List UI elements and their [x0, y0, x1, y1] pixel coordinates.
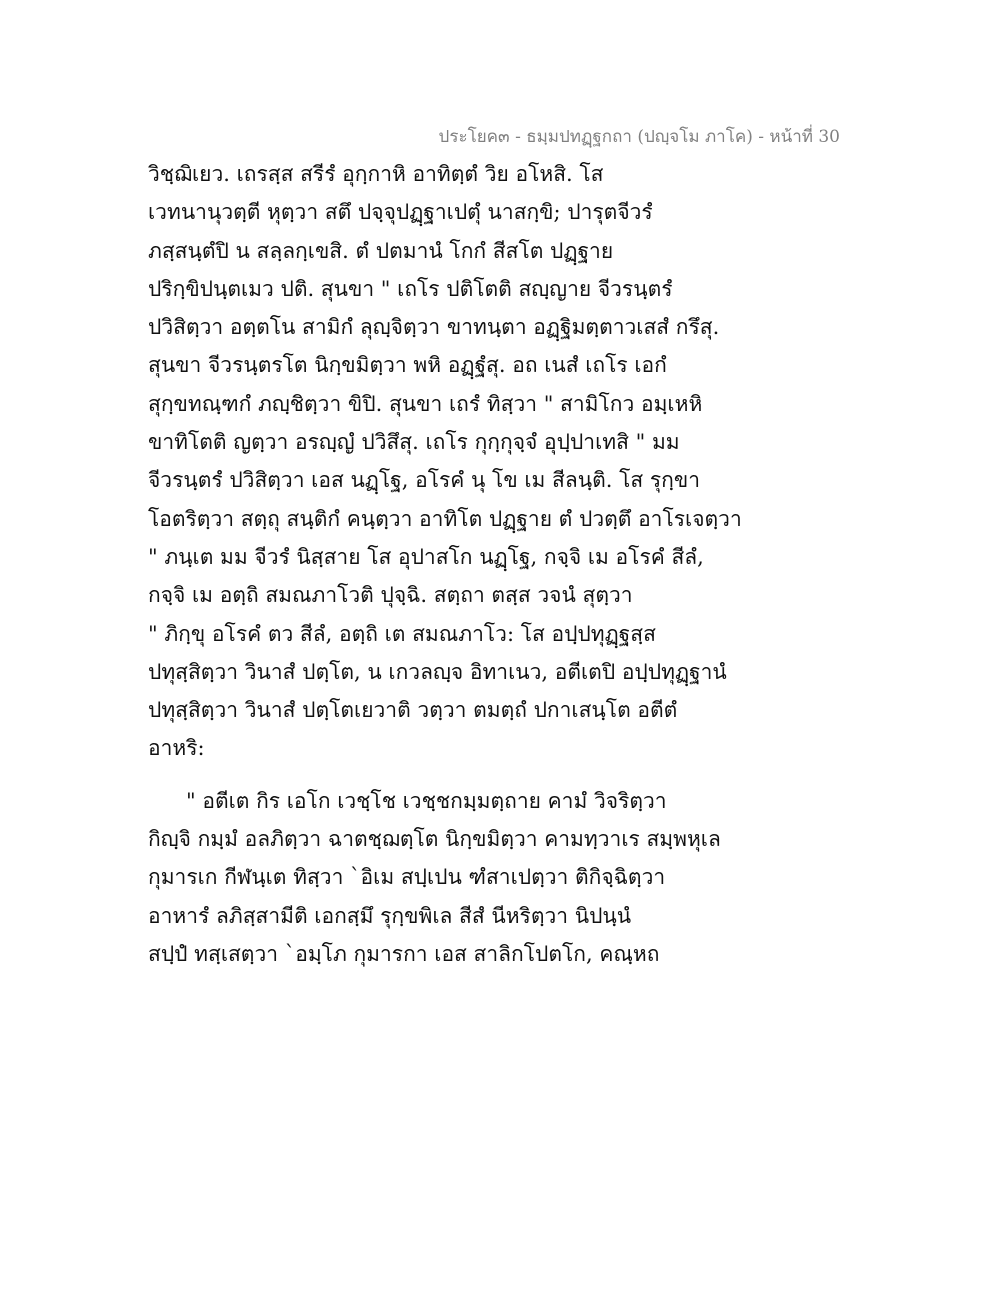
paragraph-2	[148, 782, 848, 973]
text-line: ปทุสฺสิตฺวา วินาสํ ปตฺโต, น เกวลญฺจ อิทาเนว, อตีเตปิ อปฺปทุฏฺฐานํ	[148, 659, 727, 684]
text-line: กจฺจิ เม อตฺถิ สมณภาโวติ ปุจฺฉิ. สตฺถา ตสฺส วจนํ สุตฺวา	[148, 583, 633, 608]
text-line: อาหริ:	[148, 736, 205, 761]
paragraph-1	[148, 155, 848, 768]
text-line: สุนขา จีวรนฺตรโต นิกฺขมิตฺวา พหิ อฏฺฐํสุ. อถ เนสํ เถโร เอกํ	[148, 353, 667, 378]
text-line: " ภนฺเต มม จีวรํ นิสฺสาย โส อุปาสโก นฏฺโฐ, กจฺจิ เม อโรคํ สีลํ,	[148, 544, 704, 569]
text-line: โอตริตฺวา สตฺถุ สนฺติกํ คนฺตฺวา อาทิโต ปฏฺฐาย ตํ ปวตฺตึ อาโรเจตฺวา	[148, 506, 742, 531]
paragraph-gap	[148, 768, 848, 782]
text-line: ปริกฺขิปนฺตเมว ปติ. สุนขา " เถโร ปติโตติ สญฺญาย จีวรนฺตรํ	[148, 276, 673, 301]
text-line: กิญฺจิ กมฺมํ อลภิตฺวา ฉาตชฺฌตฺโต นิกฺขมิตฺวา คามทฺวาเร สมฺพหุเล	[148, 827, 721, 852]
text-line: วิชฺฌิเยว. เถรสฺส สรีรํ อุกฺกาหิ อาทิตฺตํ วิย อโหสิ. โส	[148, 162, 604, 186]
running-header: ประโยค๓ - ธมฺมปทฏฺฐกถา (ปญฺจโม ภาโค) - หน้าที่ 30	[438, 127, 840, 147]
text-line: กุมารเก กีฬนฺเต ทิสฺวา `อิเม สปฺเปน ฑํสาเปตฺวา ติกิจฺฉิตฺวา	[148, 865, 666, 890]
text-line: ขาทิโตติ ญตฺวา อรญฺญํ ปวิสึสุ. เถโร กุกฺกุจฺจํ อุปฺปาเทสิ " มม	[148, 430, 680, 455]
text-line: เวทนานุวตฺตี หุตฺวา สตึ ปจฺจุปฏฺฐาเปตุํ นาสกฺขิ; ปารุตจีวรํ	[148, 200, 653, 225]
body-text	[148, 155, 848, 973]
text-line: ปทุสฺสิตฺวา วินาสํ ปตฺโตเยวาติ วตฺวา ตมตฺถํ ปกาเสนฺโต อตีตํ	[148, 698, 678, 723]
text-line: สุกฺขทณฺฑกํ ภญฺชิตฺวา ขิปิ. สุนขา เถรํ ทิสฺวา " สามิโกว อมฺเหหิ	[148, 391, 703, 416]
text-line: ภสฺสนฺตํปิ น สลฺลกฺเขสิ. ตํ ปตมานํ โกกํ สีสโต ปฏฺฐาย	[148, 238, 614, 263]
text-line: " อตีเต กิร เอโก เวชฺโช เวชฺชกมฺมตฺถาย คามํ วิจริตฺวา	[186, 788, 667, 813]
text-line: " ภิกฺขุ อโรคํ ตว สีลํ, อตฺถิ เต สมณภาโว: โส อปฺปทุฏฺฐสฺส	[148, 621, 656, 646]
text-line: จีวรนฺตรํ ปวิสิตฺวา เอส นฏฺโฐ, อโรคํ นุ โข เม สีลนฺติ. โส รุกฺขา	[148, 468, 700, 493]
text-line: สปฺปํ ทสฺเสตฺวา `อมฺโภ กุมารกา เอส สาลิกโปตโก, คณฺหถ	[148, 941, 660, 966]
text-line: ปวิสิตฺวา อตฺตโน สามิกํ ลุญฺจิตฺวา ขาทนฺตา อฏฺฐิมตฺตาวเสสํ กรึสุ.	[148, 315, 720, 340]
text-line: อาหารํ ลภิสฺสามีติ เอกสฺมึ รุกฺขพิเล สีสํ นีหริตฺวา นิปนฺนํ	[148, 903, 632, 928]
